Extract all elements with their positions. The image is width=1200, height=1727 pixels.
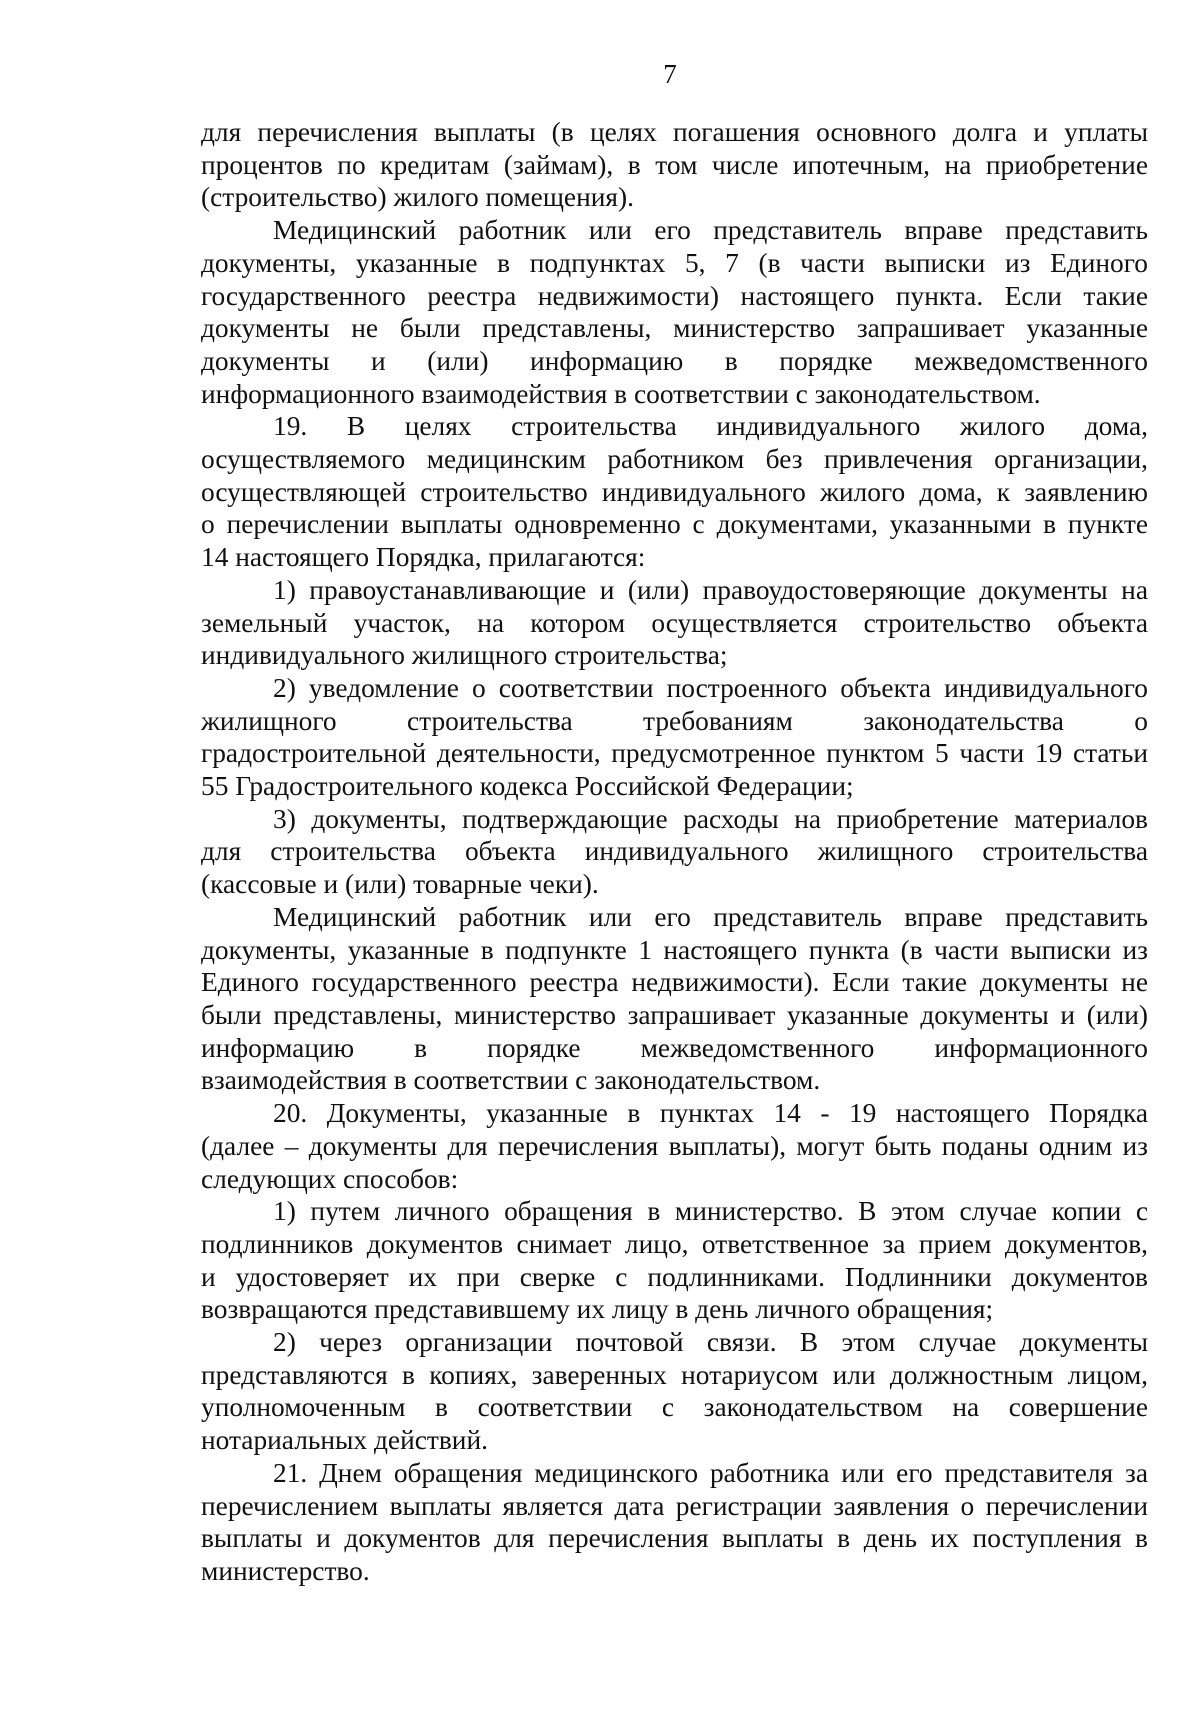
text-line: документы и (или) информацию в порядке межведомственного [201, 345, 1148, 376]
text-line: 20. Документы, указанные в пунктах 14 - 19 настоящего Порядка [273, 1098, 1148, 1129]
text-line: о перечислении выплаты одновременно с документами, указанными в пункте [201, 509, 1148, 540]
paragraph [201, 1195, 1148, 1326]
page-number: 7 [663, 59, 677, 89]
paragraph [201, 803, 1148, 901]
text-line: были представлены, министерство запрашивает указанные документы и (или) [201, 999, 1148, 1030]
paragraph [201, 672, 1148, 803]
text-line: процентов по кредитам (займам), в том числе ипотечным, на приобретение [201, 149, 1148, 180]
text-line: индивидуального жилищного строительства; [201, 640, 728, 671]
text-line: документы, указанные в подпунктах 5, 7 (в части выписки из Единого [201, 247, 1148, 278]
text-line: выплаты и документов для перечисления выплаты в день их поступления в [201, 1523, 1148, 1554]
text-line: 2) через организации почтовой связи. В этом случае документы [273, 1327, 1148, 1358]
document-body [201, 116, 1148, 1588]
text-line: документы, указанные в подпункте 1 настоящего пункта (в части выписки из [201, 934, 1148, 965]
text-line: 14 настоящего Порядка, прилагаются: [201, 542, 646, 573]
text-line: 19. В целях строительства индивидуального жилого дома, [273, 411, 1148, 442]
text-line: Медицинский работник или его представитель вправе представить [273, 901, 1148, 932]
text-line: (строительство) жилого помещения). [201, 182, 634, 213]
text-line: градостроительной деятельности, предусмотренное пунктом 5 части 19 статьи [201, 738, 1148, 769]
text-line: 1) правоустанавливающие и (или) правоудостоверяющие документы на [273, 574, 1148, 605]
text-line: перечислением выплаты является дата регистрации заявления о перечислении [201, 1490, 1148, 1521]
text-line: Единого государственного реестра недвижимости). Если такие документы не [201, 967, 1148, 998]
text-line: информационного взаимодействия в соответствии с законодательством. [201, 378, 1041, 409]
text-line: нотариальных действий. [201, 1425, 488, 1456]
paragraph [201, 214, 1148, 410]
text-line: жилищного строительства требованиям законодательства о [201, 705, 1148, 736]
text-line: взаимодействия в соответствии с законодательством. [201, 1065, 821, 1096]
paragraph [201, 1326, 1148, 1457]
text-line: 21. Днем обращения медицинского работника или его представителя за [273, 1457, 1148, 1488]
text-line: 2) уведомление о соответствии построенного объекта индивидуального [273, 672, 1148, 703]
text-line: следующих способов: [201, 1163, 459, 1194]
text-line: представляются в копиях, заверенных нотариусом или должностным лицом, [201, 1359, 1148, 1390]
text-line: возвращаются представившему их лицу в день личного обращения; [201, 1294, 994, 1325]
text-line: 55 Градостроительного кодекса Российской Федерации; [201, 771, 854, 802]
text-line: для перечисления выплаты (в целях погашения основного долга и уплаты [201, 117, 1148, 147]
text-line: (кассовые и (или) товарные чеки). [201, 869, 599, 900]
text-line: земельный участок, на котором осуществляется строительство объекта [201, 607, 1148, 638]
paragraph [201, 116, 1148, 214]
text-line: информацию в порядке межведомственного информационного [201, 1032, 1148, 1063]
text-line: подлинников документов снимает лицо, ответственное за прием документов, [201, 1228, 1148, 1259]
text-line: и удостоверяет их при сверке с подлинниками. Подлинники документов [201, 1261, 1148, 1292]
text-line: осуществляющей строительство индивидуального жилого дома, к заявлению [201, 476, 1148, 507]
text-line: для строительства объекта индивидуального жилищного строительства [201, 836, 1148, 867]
paragraph [201, 574, 1148, 672]
text-line: 1) путем личного обращения в министерство. В этом случае копии с [273, 1196, 1148, 1227]
paragraph [201, 1457, 1148, 1588]
paragraph [201, 1097, 1148, 1195]
text-line: (далее – документы для перечисления выплаты), могут быть поданы одним из [201, 1130, 1148, 1161]
text-line: документы не были представлены, министерство запрашивает указанные [201, 313, 1148, 344]
text-line: 3) документы, подтверждающие расходы на приобретение материалов [273, 803, 1148, 834]
text-line: государственного реестра недвижимости) настоящего пункта. Если такие [201, 280, 1148, 311]
text-line: осуществляемого медицинским работником без привлечения организации, [201, 444, 1148, 475]
text-line: министерство. [201, 1555, 370, 1586]
text-line: Медицинский работник или его представитель вправе представить [273, 215, 1148, 246]
paragraph [201, 410, 1148, 574]
text-line: уполномоченным в соответствии с законодательством на совершение [201, 1392, 1148, 1423]
paragraph [201, 901, 1148, 1097]
